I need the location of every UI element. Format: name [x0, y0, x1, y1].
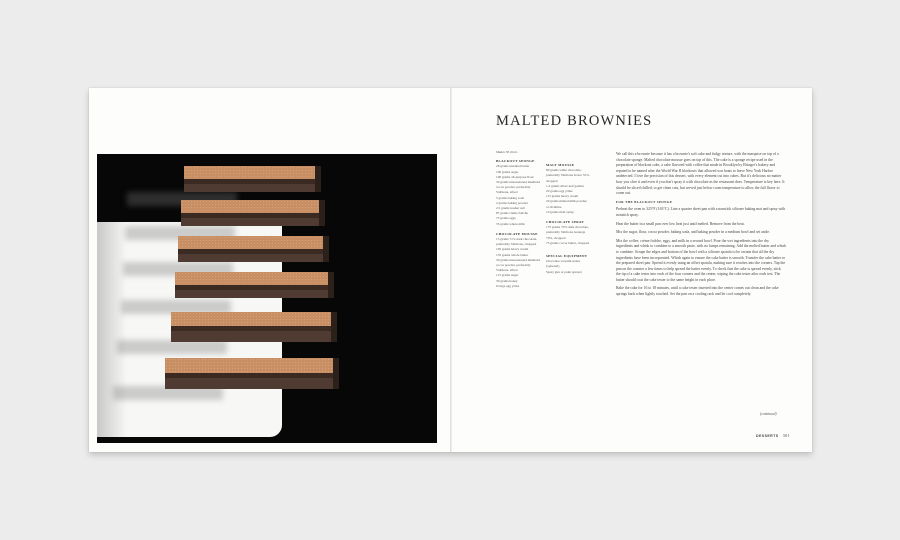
ingredient-item: 10 grams malt syrup — [546, 209, 574, 214]
section-heading: CHOCOLATE MOUSSE — [496, 231, 538, 236]
brownie-slice — [178, 236, 323, 262]
ingredient-list — [496, 164, 540, 226]
brownie-slice — [171, 312, 331, 342]
ingredient-item: 20 grams egg yolks — [546, 189, 573, 194]
section-heading: MALT MOUSSE — [546, 163, 575, 167]
equipment-item: Spray gun or paint sprayer — [546, 269, 582, 274]
ingredient-item: 30 grams honey — [496, 278, 518, 283]
section-heading: CHOCOLATE SPRAY — [546, 220, 585, 225]
section-name: DESSERTS — [756, 434, 779, 438]
ingredient-list — [546, 168, 590, 215]
method-paragraph: Heat the butter in a small pan over low heat just until melted. Remove from the heat. — [616, 221, 745, 226]
ingredient-item: 175 grams 70% dark chocolate, preferably Valrhona Guanaja 70%, chopped — [546, 225, 589, 240]
method-paragraph: Bake the cake for 16 to 18 minutes, until a cake tester inserted into the center comes out clean and the cake springs back when lightly touched. Set the pan on a cooling rack and let cool completely. — [616, 286, 779, 297]
section-heading: BLACKOUT SPONGE — [496, 159, 535, 164]
equipment-list — [546, 259, 590, 275]
ingredient-item: 75 grams eggs — [496, 216, 516, 221]
method-paragraph: Preheat the oven to 325°F (163°C). Line a quarter sheet pan with a nonstick silicone baking mat and spray with nonstick spray. — [616, 207, 786, 217]
plate-shadow — [97, 222, 127, 437]
brownies-photo — [97, 154, 437, 443]
section-subhead: FOR THE BLACKOUT SPONGE — [616, 199, 673, 204]
ingredient-item: 2 grams baking powder — [496, 200, 528, 205]
ingredient-item: 2.5 grams kosher salt — [496, 206, 525, 211]
method-paragraph: Mix the sugar, flour, cocoa powder, baking soda, and baking powder in a medium bowl and set aside. — [616, 230, 770, 235]
ingredient-item: 1.4 grams silver leaf gelatin — [546, 183, 584, 188]
ingredient-item: 35 grams whole milk — [496, 221, 525, 226]
page-footer — [756, 433, 790, 438]
method-paragraph: Mix the coffee, crème fraîche, eggs, and milk in a second bowl. Pour the wet ingredients into the dry ingredients and whisk to combine to a smooth paste, with no lumps remaining. Add the melted butter and whisk to combine. Scrape the edges and bottom of the bowl with a silicone spatula to be certain that all the dry ingredients have been incorporated. Whisk again to ensure the cake batter is smooth. Transfer the cake batter to the prepared sheet pan. Spread it evenly using an offset spatula, making sure it reaches into the corners. Tap the pan on the counter a few times to help spread the batter evenly. To check that the cake is spread evenly, stick the tip of a cake tester into each of the four corners and the center, wiping the cake tester after each test. The batter should coat the cake tester to the same height in each place. — [616, 238, 786, 282]
brownie-slice — [181, 200, 319, 226]
ingredient-item: 115 grams heavy cream — [546, 194, 579, 199]
intro-paragraph: We call this a brownie because it has a brownie's soft cake and fudgy texture, with the marquise on top of a chocolate sponge. Malted chocolate mousse goes on top of this. The cake is a sponge recipe used in the preparation of blackout cake, a cake flavored with coffee that made in Brooklyn by Ebinger's bakery and reputed to be named after the World War II blackouts that allowed war boats to leave New York Harbor undetected. I love the precision of this dessert, with every element cut into cubes. But it's delicious no matter how you slice it and even if you don't spray it with chocolate as the restaurant does. Temperature is key here. It should be sliced chilled, to get clean cuts, but served just below room temperature to allow the full flavor to come out. — [616, 152, 785, 196]
ingredient-item: 100 grams all-purpose flour — [496, 174, 534, 179]
ingredients-column-1 — [496, 150, 540, 289]
ingredient-item: 9 large egg yolks — [496, 283, 520, 288]
equipment-item: Chocolate vacuum sealer (optional) — [546, 259, 581, 269]
ingredient-item: 115 grams sugar — [496, 273, 519, 278]
brownie-slice — [184, 166, 315, 192]
book-gutter — [450, 88, 452, 452]
ingredient-item: 80 grams white chocolate, preferably Valrhona Ivoire 35%, chopped — [546, 168, 590, 183]
ingredient-item: 100 grams sugar — [496, 169, 519, 174]
ingredient-item: 87 grams crème fraîche — [496, 211, 528, 216]
recipe-title: MALTED BROWNIES — [496, 113, 653, 129]
ingredient-item: 50 grams unsweetened alkalized cocoa powder, preferably Valrhona, sifted — [496, 180, 540, 195]
ingredient-item: 105 grams heavy cream — [496, 247, 529, 252]
ingredient-item: 50 grams unsweetened alkalized cocoa powder, preferably Valrhona, sifted — [496, 257, 540, 273]
brownie-slice — [175, 272, 328, 300]
brownie-slice — [165, 358, 333, 389]
recipe-body — [616, 152, 786, 301]
ingredient-list — [546, 225, 590, 246]
page-number: 301 — [782, 433, 790, 438]
ingredient-item: 28 grams unsalted butter — [496, 164, 530, 169]
yield-text: Makes 30 slices — [496, 150, 518, 154]
section-heading: SPECIAL EQUIPMENT — [546, 254, 588, 259]
ingredient-item: 20 grams malted milk powder, or Ovaltine — [546, 199, 588, 209]
ingredients-column-2 — [546, 163, 590, 275]
ingredient-item: 135 grams whole butter — [496, 252, 529, 257]
ingredient-item: 15 grams 71% dark chocolate, preferably Valrhona, chopped — [496, 237, 538, 247]
continued-note: (continued) — [760, 412, 777, 416]
ingredient-list — [496, 237, 540, 289]
ingredient-item: 75 grams cocoa butter, chopped — [546, 240, 590, 245]
ingredient-item: 5 grams baking soda — [496, 195, 524, 200]
